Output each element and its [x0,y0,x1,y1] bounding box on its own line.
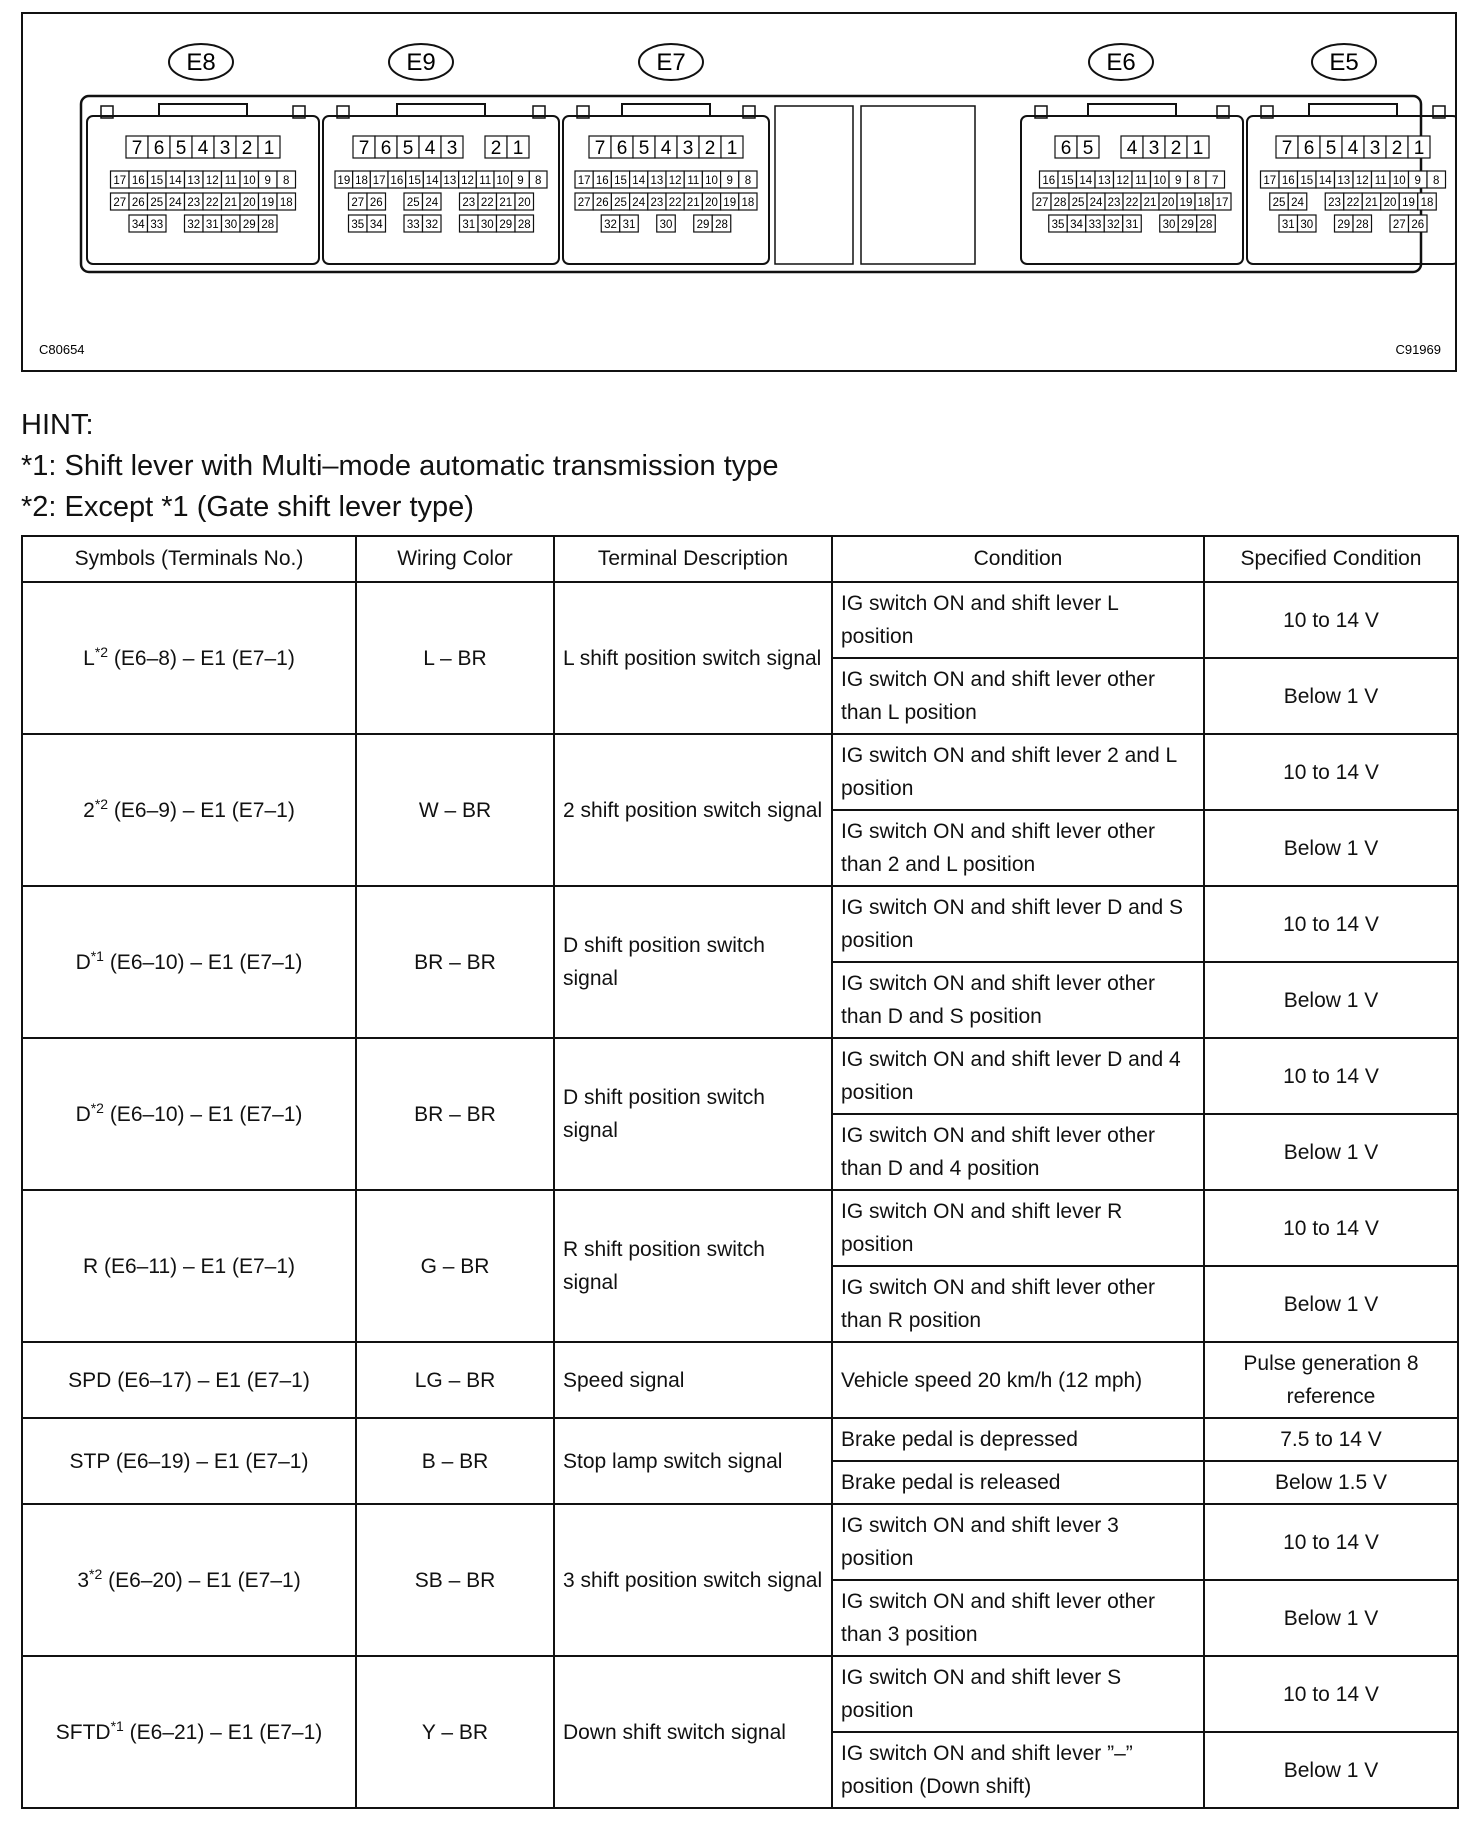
pin-number: 35 [351,219,365,231]
pin-number: 29 [1337,219,1351,231]
pin-number: 31 [1125,219,1139,231]
pin-number: 7 [594,138,606,159]
pin-number: 12 [205,175,219,187]
condition-cell: IG switch ON and shift lever D and S position [832,886,1204,962]
pin-number: 20 [705,197,718,209]
symbol-name: D [75,950,91,974]
terminal-numbers: (E6–17) – E1 (E7–1) [117,1368,310,1392]
wiring-color-cell: L – BR [356,582,554,734]
specified-condition-cell: 10 to 14 V [1204,1038,1458,1114]
table-row [22,1656,1458,1732]
pin-number: 29 [499,219,513,231]
terminal-description-cell: Down shift switch signal [554,1656,832,1808]
symbol-name: SPD [68,1368,112,1392]
pin-number: 31 [622,219,636,231]
condition-cell: IG switch ON and shift lever R position [832,1190,1204,1266]
terminal-spec-table [21,535,1459,1809]
symbol-name: STP [69,1449,110,1473]
symbol-cell [22,1418,356,1504]
connector-label: E5 [1329,49,1359,76]
pin-number: 16 [1042,175,1056,187]
terminal-description-cell: L shift position switch signal [554,582,832,734]
terminal-numbers: (E6–11) – E1 (E7–1) [103,1254,296,1278]
pin-number: 27 [577,197,591,209]
pin-number: 21 [1365,197,1378,209]
pin-number: 11 [1135,175,1148,187]
specified-condition-cell: Below 1.5 V [1204,1461,1458,1504]
pin-number: 1 [263,138,275,159]
specified-condition-cell: 10 to 14 V [1204,886,1458,962]
pin-number: 8 [1193,175,1200,187]
pin-number: 7 [131,138,143,159]
pin-number: 3 [1369,138,1381,159]
pin-number: 5 [1082,138,1094,159]
symbol-cell [22,582,356,734]
pin-number: 31 [1281,219,1295,231]
pin-number: 9 [726,175,733,187]
connector-label: E9 [406,49,436,76]
pin-number: 20 [1383,197,1397,209]
pin-number: 10 [1392,175,1406,187]
pin-number: 27 [351,197,365,209]
pin-number: 16 [390,175,404,187]
pin-number: 13 [650,175,664,187]
table-body [22,582,1458,1808]
wiring-color-cell: BR – BR [356,886,554,1038]
pin-number: 6 [1303,138,1315,159]
specified-condition-cell: 10 to 14 V [1204,582,1458,658]
pin-number: 6 [153,138,165,159]
pin-number: 13 [443,175,457,187]
pin-number: 26 [369,197,383,209]
pin-number: 34 [369,219,383,231]
pin-number: 11 [479,175,492,187]
pin-number: 15 [1300,175,1314,187]
terminal-numbers: (E6–10) – E1 (E7–1) [109,1102,303,1126]
header-terminal-description: Terminal Description [554,536,832,582]
pin-number: 12 [1116,175,1130,187]
symbol-footnote-mark: *2 [94,643,109,660]
pin-number: 22 [1346,197,1360,209]
pin-number: 28 [1053,197,1067,209]
specified-condition-cell: Below 1 V [1204,1114,1458,1190]
header-symbols: Symbols (Terminals No.) [22,536,356,582]
symbol-name: SFTD [55,1720,111,1744]
wiring-color-cell: Y – BR [356,1656,554,1808]
pin-number: 13 [187,175,201,187]
pin-number: 32 [425,219,439,231]
figure-code-right: C91969 [1395,342,1441,357]
pin-number: 29 [696,219,710,231]
terminal-description-cell: D shift position switch signal [554,886,832,1038]
pin-number: 9 [1175,175,1182,187]
wiring-color-cell: G – BR [356,1190,554,1342]
pin-number: 6 [380,138,392,159]
table-row [22,1418,1458,1461]
table-row [22,734,1458,810]
condition-cell: IG switch ON and shift lever D and 4 position [832,1038,1204,1114]
pin-number: 28 [1199,219,1213,231]
wiring-color-cell: LG – BR [356,1342,554,1418]
pin-number: 28 [517,219,531,231]
terminal-description-cell: Stop lamp switch signal [554,1418,832,1504]
condition-cell: IG switch ON and shift lever L position [832,582,1204,658]
wiring-color-cell: B – BR [356,1418,554,1504]
pin-number: 21 [686,197,700,209]
pin-number: 20 [517,197,531,209]
symbol-cell [22,886,356,1038]
pin-number: 30 [480,219,494,231]
specified-condition-cell: Below 1 V [1204,810,1458,886]
pin-number: 6 [616,138,628,159]
table-header-row [22,536,1458,582]
pin-number: 4 [660,138,672,159]
pin-number: 24 [168,197,182,209]
pin-number: 32 [1107,219,1120,231]
pin-number: 16 [595,175,609,187]
pin-number: 16 [1281,175,1295,187]
table-row [22,1190,1458,1266]
terminal-description-cell: Speed signal [554,1342,832,1418]
symbol-cell [22,1656,356,1808]
wiring-color-cell: SB – BR [356,1504,554,1656]
connector-diagram-svg [21,12,1457,372]
pin-number: 19 [1402,197,1415,209]
pin-number: 14 [425,175,439,187]
pin-number: 17 [1263,175,1277,187]
pin-number: 25 [1272,197,1286,209]
pin-number: 18 [355,175,368,187]
condition-cell: IG switch ON and shift lever 3 position [832,1504,1204,1580]
pin-number: 8 [744,175,752,187]
symbol-footnote-mark: *2 [94,795,109,812]
pin-number: 28 [261,219,275,231]
pin-number: 22 [1125,197,1139,209]
symbol-footnote-mark: *1 [90,947,104,964]
hint-title: HINT: [21,409,94,441]
specified-condition-cell: Pulse generation 8 reference [1204,1342,1458,1418]
pin-number: 4 [424,138,436,159]
terminal-numbers: (E6–8) – E1 (E7–1) [113,646,295,670]
symbol-cell [22,1504,356,1656]
specified-condition-cell: 10 to 14 V [1204,734,1458,810]
pin-number: 23 [187,197,201,209]
hint-block [21,405,779,528]
pin-number: 8 [1433,175,1440,187]
condition-cell: IG switch ON and shift lever other than R position [832,1266,1204,1342]
pin-number: 23 [1328,197,1341,209]
pin-number: 33 [1088,219,1102,231]
specified-condition-cell: 10 to 14 V [1204,1190,1458,1266]
condition-cell: IG switch ON and shift lever other than D and 4 position [832,1114,1204,1190]
pin-number: 23 [462,197,476,209]
pin-number: 17 [372,175,386,187]
pin-number: 21 [1143,197,1157,209]
symbol-cell [22,1342,356,1418]
terminal-description-cell: D shift position switch signal [554,1038,832,1190]
pin-number: 14 [168,175,182,187]
pin-number: 15 [408,175,421,187]
table-row [22,1038,1458,1114]
pin-number: 35 [1051,219,1065,231]
pin-number: 10 [496,175,510,187]
diagram-frame [22,13,1456,371]
pin-number: 3 [219,138,231,159]
pin-number: 13 [1097,175,1111,187]
pin-number: 10 [705,175,718,187]
pin-number: 34 [131,219,145,231]
pin-number: 31 [462,219,476,231]
condition-cell: IG switch ON and shift lever other than L position [832,658,1204,734]
terminal-description-cell: R shift position switch signal [554,1190,832,1342]
terminal-numbers: (E6–9) – E1 (E7–1) [113,798,295,822]
symbol-name: L [83,646,95,670]
pin-number: 5 [1325,138,1337,159]
specified-condition-cell: Below 1 V [1204,1266,1458,1342]
pin-number: 23 [650,197,664,209]
symbol-footnote-mark: *2 [89,1565,103,1582]
pin-number: 3 [1148,138,1160,159]
pin-number: 1 [512,138,524,159]
pin-number: 3 [446,138,458,159]
connector-label: E7 [656,49,686,76]
terminal-numbers: (E6–20) – E1 (E7–1) [108,1568,301,1592]
pin-number: 24 [425,197,439,209]
pin-number: 20 [242,197,256,209]
pin-number: 30 [1162,219,1176,231]
pin-number: 29 [242,219,256,231]
terminal-description-cell: 3 shift position switch signal [554,1504,832,1656]
pin-number: 32 [604,219,617,231]
condition-cell: IG switch ON and shift lever 2 and L position [832,734,1204,810]
hint-note-1: *1: Shift lever with Multi–mode automatic transmission type [21,450,779,482]
specified-condition-cell: 10 to 14 V [1204,1656,1458,1732]
symbol-name: D [75,1102,91,1126]
condition-cell: Brake pedal is released [832,1461,1204,1504]
condition-cell: IG switch ON and shift lever other than 2 and L position [832,810,1204,886]
condition-cell: IG switch ON and shift lever ”–” position (Down shift) [832,1732,1204,1808]
symbol-cell [22,734,356,886]
pin-number: 12 [1355,175,1369,187]
pin-number: 10 [1153,175,1167,187]
pin-number: 25 [406,197,420,209]
pin-number: 22 [480,197,494,209]
pin-number: 2 [704,138,716,159]
pin-number: 26 [595,197,609,209]
condition-cell: IG switch ON and shift lever other than 3 position [832,1580,1204,1656]
condition-cell: Vehicle speed 20 km/h (12 mph) [832,1342,1204,1418]
pin-number: 22 [205,197,219,209]
pin-number: 9 [264,175,271,187]
pin-number: 21 [499,197,513,209]
pin-number: 29 [1181,219,1194,231]
pin-number: 2 [490,138,502,159]
pin-number: 17 [1215,197,1229,209]
pin-number: 19 [337,175,351,187]
terminal-description-cell: 2 shift position switch signal [554,734,832,886]
pin-number: 24 [632,197,646,209]
pin-number: 27 [113,197,127,209]
pin-number: 15 [614,175,627,187]
pin-number: 4 [197,138,209,159]
pin-number: 24 [1089,197,1103,209]
pin-number: 34 [1070,219,1083,231]
pin-number: 14 [632,175,646,187]
pin-number: 25 [1071,197,1085,209]
symbol-cell [22,1190,356,1342]
hint-note-2: *2: Except *1 (Gate shift lever type) [21,491,474,523]
pin-number: 12 [461,175,474,187]
pin-number: 11 [687,175,700,187]
connector-label: E6 [1106,49,1136,76]
pin-number: 2 [241,138,253,159]
pin-number: 18 [1420,197,1434,209]
pin-number: 7 [1212,175,1219,187]
pin-number: 24 [1291,197,1304,209]
pin-number: 1 [1192,138,1204,159]
pin-number: 27 [1392,219,1406,231]
pin-number: 32 [187,219,201,231]
specified-condition-cell: 7.5 to 14 V [1204,1418,1458,1461]
pin-number: 30 [659,219,673,231]
wiring-color-cell: BR – BR [356,1038,554,1190]
pin-number: 30 [1300,219,1314,231]
pin-number: 25 [614,197,627,209]
pin-number: 20 [1161,197,1175,209]
table-row [22,886,1458,962]
pin-number: 26 [1411,219,1425,231]
pin-number: 18 [279,197,293,209]
header-specified-condition: Specified Condition [1204,536,1458,582]
pin-number: 3 [682,138,694,159]
pin-number: 26 [131,197,145,209]
pin-number: 27 [1035,197,1049,209]
pin-number: 23 [1107,197,1121,209]
pin-number: 1 [726,138,738,159]
figure-code-left: C80654 [39,342,85,357]
specified-condition-cell: Below 1 V [1204,1732,1458,1808]
condition-cell: IG switch ON and shift lever other than D and S position [832,962,1204,1038]
symbol-name: R [82,1254,99,1278]
header-condition: Condition [832,536,1204,582]
connector-diagram [21,12,1457,372]
pin-number: 14 [1079,175,1093,187]
pin-number: 28 [715,219,728,231]
pin-number: 18 [741,197,755,209]
pin-number: 9 [1414,175,1421,187]
pin-number: 13 [1337,175,1351,187]
terminal-numbers: (E6–21) – E1 (E7–1) [129,1720,323,1744]
wiring-color-cell: W – BR [356,734,554,886]
pin-number: 5 [175,138,187,159]
pin-number: 33 [406,219,420,231]
pin-number: 5 [402,138,414,159]
pin-number: 15 [150,175,164,187]
pin-number: 10 [242,175,256,187]
specified-condition-cell: 10 to 14 V [1204,1504,1458,1580]
pin-number: 19 [723,197,737,209]
pin-number: 4 [1126,138,1138,159]
specified-condition-cell: Below 1 V [1204,1580,1458,1656]
pin-number: 8 [534,175,542,187]
pin-number: 6 [1060,138,1072,159]
pin-number: 31 [205,219,219,231]
pin-number: 17 [577,175,591,187]
table-row [22,1504,1458,1580]
pin-number: 15 [1060,175,1074,187]
pin-number: 7 [358,138,370,159]
condition-cell: IG switch ON and shift lever S position [832,1656,1204,1732]
symbol-footnote-mark: *2 [90,1099,104,1116]
pin-number: 22 [668,197,682,209]
pin-number: 19 [1179,197,1193,209]
pin-number: 2 [1391,138,1403,159]
pin-number: 2 [1170,138,1182,159]
condition-cell: Brake pedal is depressed [832,1418,1204,1461]
pin-number: 19 [261,197,275,209]
terminal-numbers: (E6–10) – E1 (E7–1) [109,950,303,974]
connector-label: E8 [186,49,216,76]
pin-number: 14 [1318,175,1332,187]
symbol-footnote-mark: *1 [110,1717,124,1734]
pin-number: 33 [150,219,164,231]
pin-number: 25 [150,197,164,209]
pin-number: 28 [1355,219,1369,231]
pin-number: 11 [1374,175,1387,187]
symbol-name: 3 [77,1568,89,1592]
pin-number: 17 [113,175,127,187]
pin-number: 1 [1413,138,1425,159]
pin-number: 8 [283,175,290,187]
pin-number: 9 [517,175,524,187]
pin-number: 16 [131,175,145,187]
symbol-cell [22,1038,356,1190]
pin-number: 12 [668,175,682,187]
specified-condition-cell: Below 1 V [1204,962,1458,1038]
pin-number: 7 [1281,138,1293,159]
table-row [22,582,1458,658]
specified-condition-cell: Below 1 V [1204,658,1458,734]
pin-number: 18 [1197,197,1211,209]
header-wiring-color: Wiring Color [356,536,554,582]
symbol-name: 2 [83,798,95,822]
terminal-numbers: (E6–19) – E1 (E7–1) [115,1449,309,1473]
pin-number: 21 [224,197,238,209]
pin-number: 30 [224,219,238,231]
pin-number: 4 [1347,138,1359,159]
table-row [22,1342,1458,1418]
pin-number: 11 [224,175,237,187]
pin-number: 5 [638,138,650,159]
